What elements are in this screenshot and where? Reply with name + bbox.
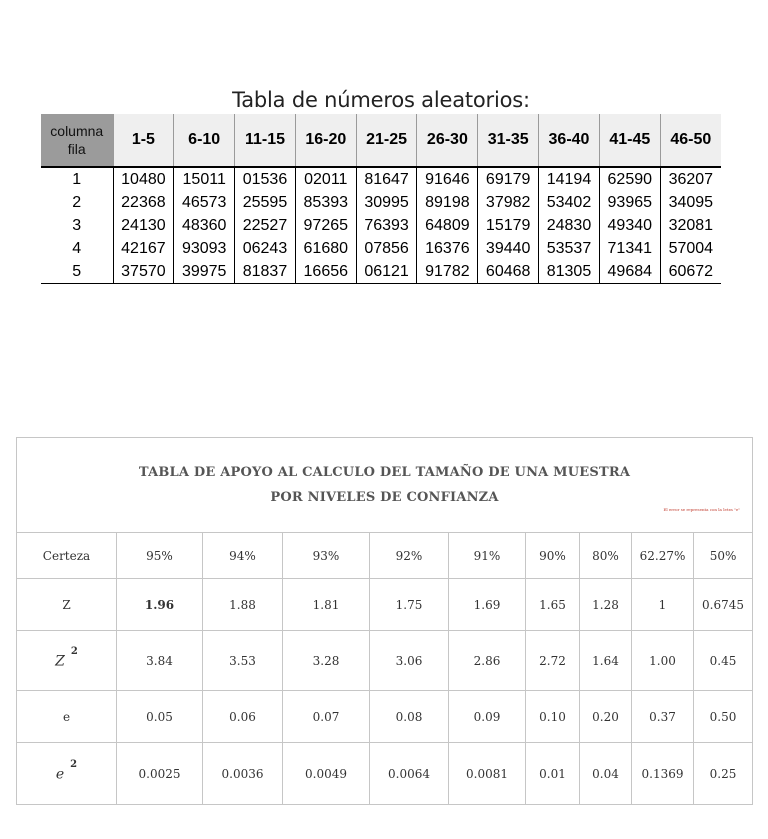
table-row [41, 237, 721, 260]
table-cell: 93965 [599, 191, 660, 214]
table-cell: 1.00 [632, 631, 694, 691]
column-header: 21-25 [356, 114, 417, 167]
table-cell: 0.1369 [632, 743, 694, 805]
table-row [17, 631, 753, 691]
row-number-cell: 4 [72, 239, 82, 257]
table-cell: 1.64 [580, 631, 632, 691]
table-row [41, 191, 721, 214]
table-cell: 0.50 [694, 691, 753, 743]
random-table-title: Tabla de números aleatorios: [232, 88, 530, 112]
table-cell: 0.05 [117, 691, 203, 743]
table-cell: 22368 [113, 191, 174, 214]
table-cell: 0.08 [370, 691, 449, 743]
table-cell: 53537 [539, 237, 600, 260]
random-numbers-table [41, 114, 721, 284]
row-label: e [55, 766, 65, 783]
table-cell: 93093 [174, 237, 235, 260]
title-line-1: TABLA DE APOYO AL CALCULO DEL TAMAÑO DE UNA MUESTRA [138, 465, 631, 480]
row-label-cell [17, 631, 117, 691]
table-cell: 1.28 [580, 579, 632, 631]
table-cell: 16376 [417, 237, 478, 260]
table-cell: 25595 [235, 191, 296, 214]
corner-header [41, 114, 113, 167]
table-cell: 69179 [478, 167, 539, 191]
table-cell: 95% [117, 533, 203, 579]
error-note: El error se representa con la letra "e" [663, 507, 741, 512]
table-cell: 94% [203, 533, 283, 579]
table-cell: 64809 [417, 214, 478, 237]
title-line-2: POR NIVELES DE CONFIANZA [270, 490, 499, 505]
table-cell: 93% [283, 533, 370, 579]
table-cell: 71341 [599, 237, 660, 260]
corner-label-fila: fila [67, 141, 86, 157]
table-cell: 81647 [356, 167, 417, 191]
confidence-title-row [17, 438, 753, 533]
row-number-cell: 2 [72, 193, 82, 211]
table-cell: 3.06 [370, 631, 449, 691]
confidence-table-title [17, 438, 753, 533]
table-cell: 2.86 [449, 631, 526, 691]
table-cell: 1.96 [117, 579, 203, 631]
table-cell: 06243 [235, 237, 296, 260]
table-cell: 39440 [478, 237, 539, 260]
table-cell: 0.0049 [283, 743, 370, 805]
table-cell: 39975 [174, 260, 235, 284]
table-cell: 15011 [174, 167, 235, 191]
table-cell: 50% [694, 533, 753, 579]
table-cell: 60468 [478, 260, 539, 284]
table-cell: 53402 [539, 191, 600, 214]
column-header: 26-30 [417, 114, 478, 167]
table-cell: 37570 [113, 260, 174, 284]
column-header: 31-35 [478, 114, 539, 167]
table-cell: 0.20 [580, 691, 632, 743]
table-cell: 15179 [478, 214, 539, 237]
table-cell: 49684 [599, 260, 660, 284]
table-row [41, 167, 721, 191]
table-row [41, 260, 721, 284]
table-cell: 3.84 [117, 631, 203, 691]
table-cell: 0.07 [283, 691, 370, 743]
row-label-cell [17, 743, 117, 805]
table-cell: 91782 [417, 260, 478, 284]
column-header: 46-50 [660, 114, 721, 167]
table-cell: 1.81 [283, 579, 370, 631]
table-cell: 1.88 [203, 579, 283, 631]
table-cell: 0.25 [694, 743, 753, 805]
random-table-header-row [41, 114, 721, 167]
table-cell: 01536 [235, 167, 296, 191]
table-cell: 46573 [174, 191, 235, 214]
table-cell: 32081 [660, 214, 721, 237]
row-label-exponent: 2 [70, 645, 78, 657]
table-cell: 92% [370, 533, 449, 579]
table-cell: 91% [449, 533, 526, 579]
column-header: 16-20 [295, 114, 356, 167]
table-cell: 37982 [478, 191, 539, 214]
table-cell: 36207 [660, 167, 721, 191]
table-cell: 0.09 [449, 691, 526, 743]
row-label-exponent: 2 [70, 758, 78, 770]
table-cell: 1.65 [526, 579, 580, 631]
table-cell: 2.72 [526, 631, 580, 691]
row-number-cell: 1 [72, 170, 82, 188]
row-label-cell: e [17, 691, 117, 743]
table-cell: 0.06 [203, 691, 283, 743]
row-label: Z [55, 653, 65, 670]
table-cell: 42167 [113, 237, 174, 260]
column-header: 36-40 [539, 114, 600, 167]
table-cell: 85393 [295, 191, 356, 214]
table-cell: 16656 [295, 260, 356, 284]
table-cell: 89198 [417, 191, 478, 214]
table-row [17, 691, 753, 743]
table-cell: 07856 [356, 237, 417, 260]
table-cell: 0.01 [526, 743, 580, 805]
row-number-cell: 3 [72, 216, 82, 234]
random-table-body [41, 167, 721, 284]
table-cell: 14194 [539, 167, 600, 191]
table-cell: 30995 [356, 191, 417, 214]
table-cell: 0.04 [580, 743, 632, 805]
table-cell: 57004 [660, 237, 721, 260]
table-cell: 0.0036 [203, 743, 283, 805]
table-cell: 24830 [539, 214, 600, 237]
table-cell: 22527 [235, 214, 296, 237]
table-cell: 0.37 [632, 691, 694, 743]
table-cell: 97265 [295, 214, 356, 237]
table-cell: 0.6745 [694, 579, 753, 631]
corner-label-columna: columna [50, 123, 104, 139]
table-cell: 48360 [174, 214, 235, 237]
row-label-cell: Z [17, 579, 117, 631]
table-cell: 90% [526, 533, 580, 579]
table-cell: 3.53 [203, 631, 283, 691]
table-cell: 61680 [295, 237, 356, 260]
column-header: 41-45 [599, 114, 660, 167]
column-header: 11-15 [235, 114, 296, 167]
table-cell: 34095 [660, 191, 721, 214]
table-cell: 62.27% [632, 533, 694, 579]
table-row [17, 743, 753, 805]
table-cell: 1.69 [449, 579, 526, 631]
confidence-table [16, 437, 753, 805]
row-label-cell: Certeza [17, 533, 117, 579]
table-cell: 06121 [356, 260, 417, 284]
table-cell: 60672 [660, 260, 721, 284]
table-cell: 49340 [599, 214, 660, 237]
table-cell: 3.28 [283, 631, 370, 691]
table-cell: 62590 [599, 167, 660, 191]
table-cell: 10480 [113, 167, 174, 191]
table-row [41, 214, 721, 237]
table-cell: 02011 [295, 167, 356, 191]
table-cell: 24130 [113, 214, 174, 237]
table-cell: 0.0064 [370, 743, 449, 805]
table-cell: 81837 [235, 260, 296, 284]
table-cell: 80% [580, 533, 632, 579]
table-cell: 76393 [356, 214, 417, 237]
table-cell: 0.10 [526, 691, 580, 743]
table-row [17, 533, 753, 579]
table-cell: 1.75 [370, 579, 449, 631]
row-number-cell: 5 [41, 260, 113, 284]
table-cell: 81305 [539, 260, 600, 284]
column-header: 1-5 [113, 114, 174, 167]
table-cell: 91646 [417, 167, 478, 191]
column-header: 6-10 [174, 114, 235, 167]
table-cell: 1 [632, 579, 694, 631]
table-cell: 0.0081 [449, 743, 526, 805]
table-cell: 0.45 [694, 631, 753, 691]
table-row [17, 579, 753, 631]
table-cell: 0.0025 [117, 743, 203, 805]
confidence-table-body [17, 438, 753, 805]
